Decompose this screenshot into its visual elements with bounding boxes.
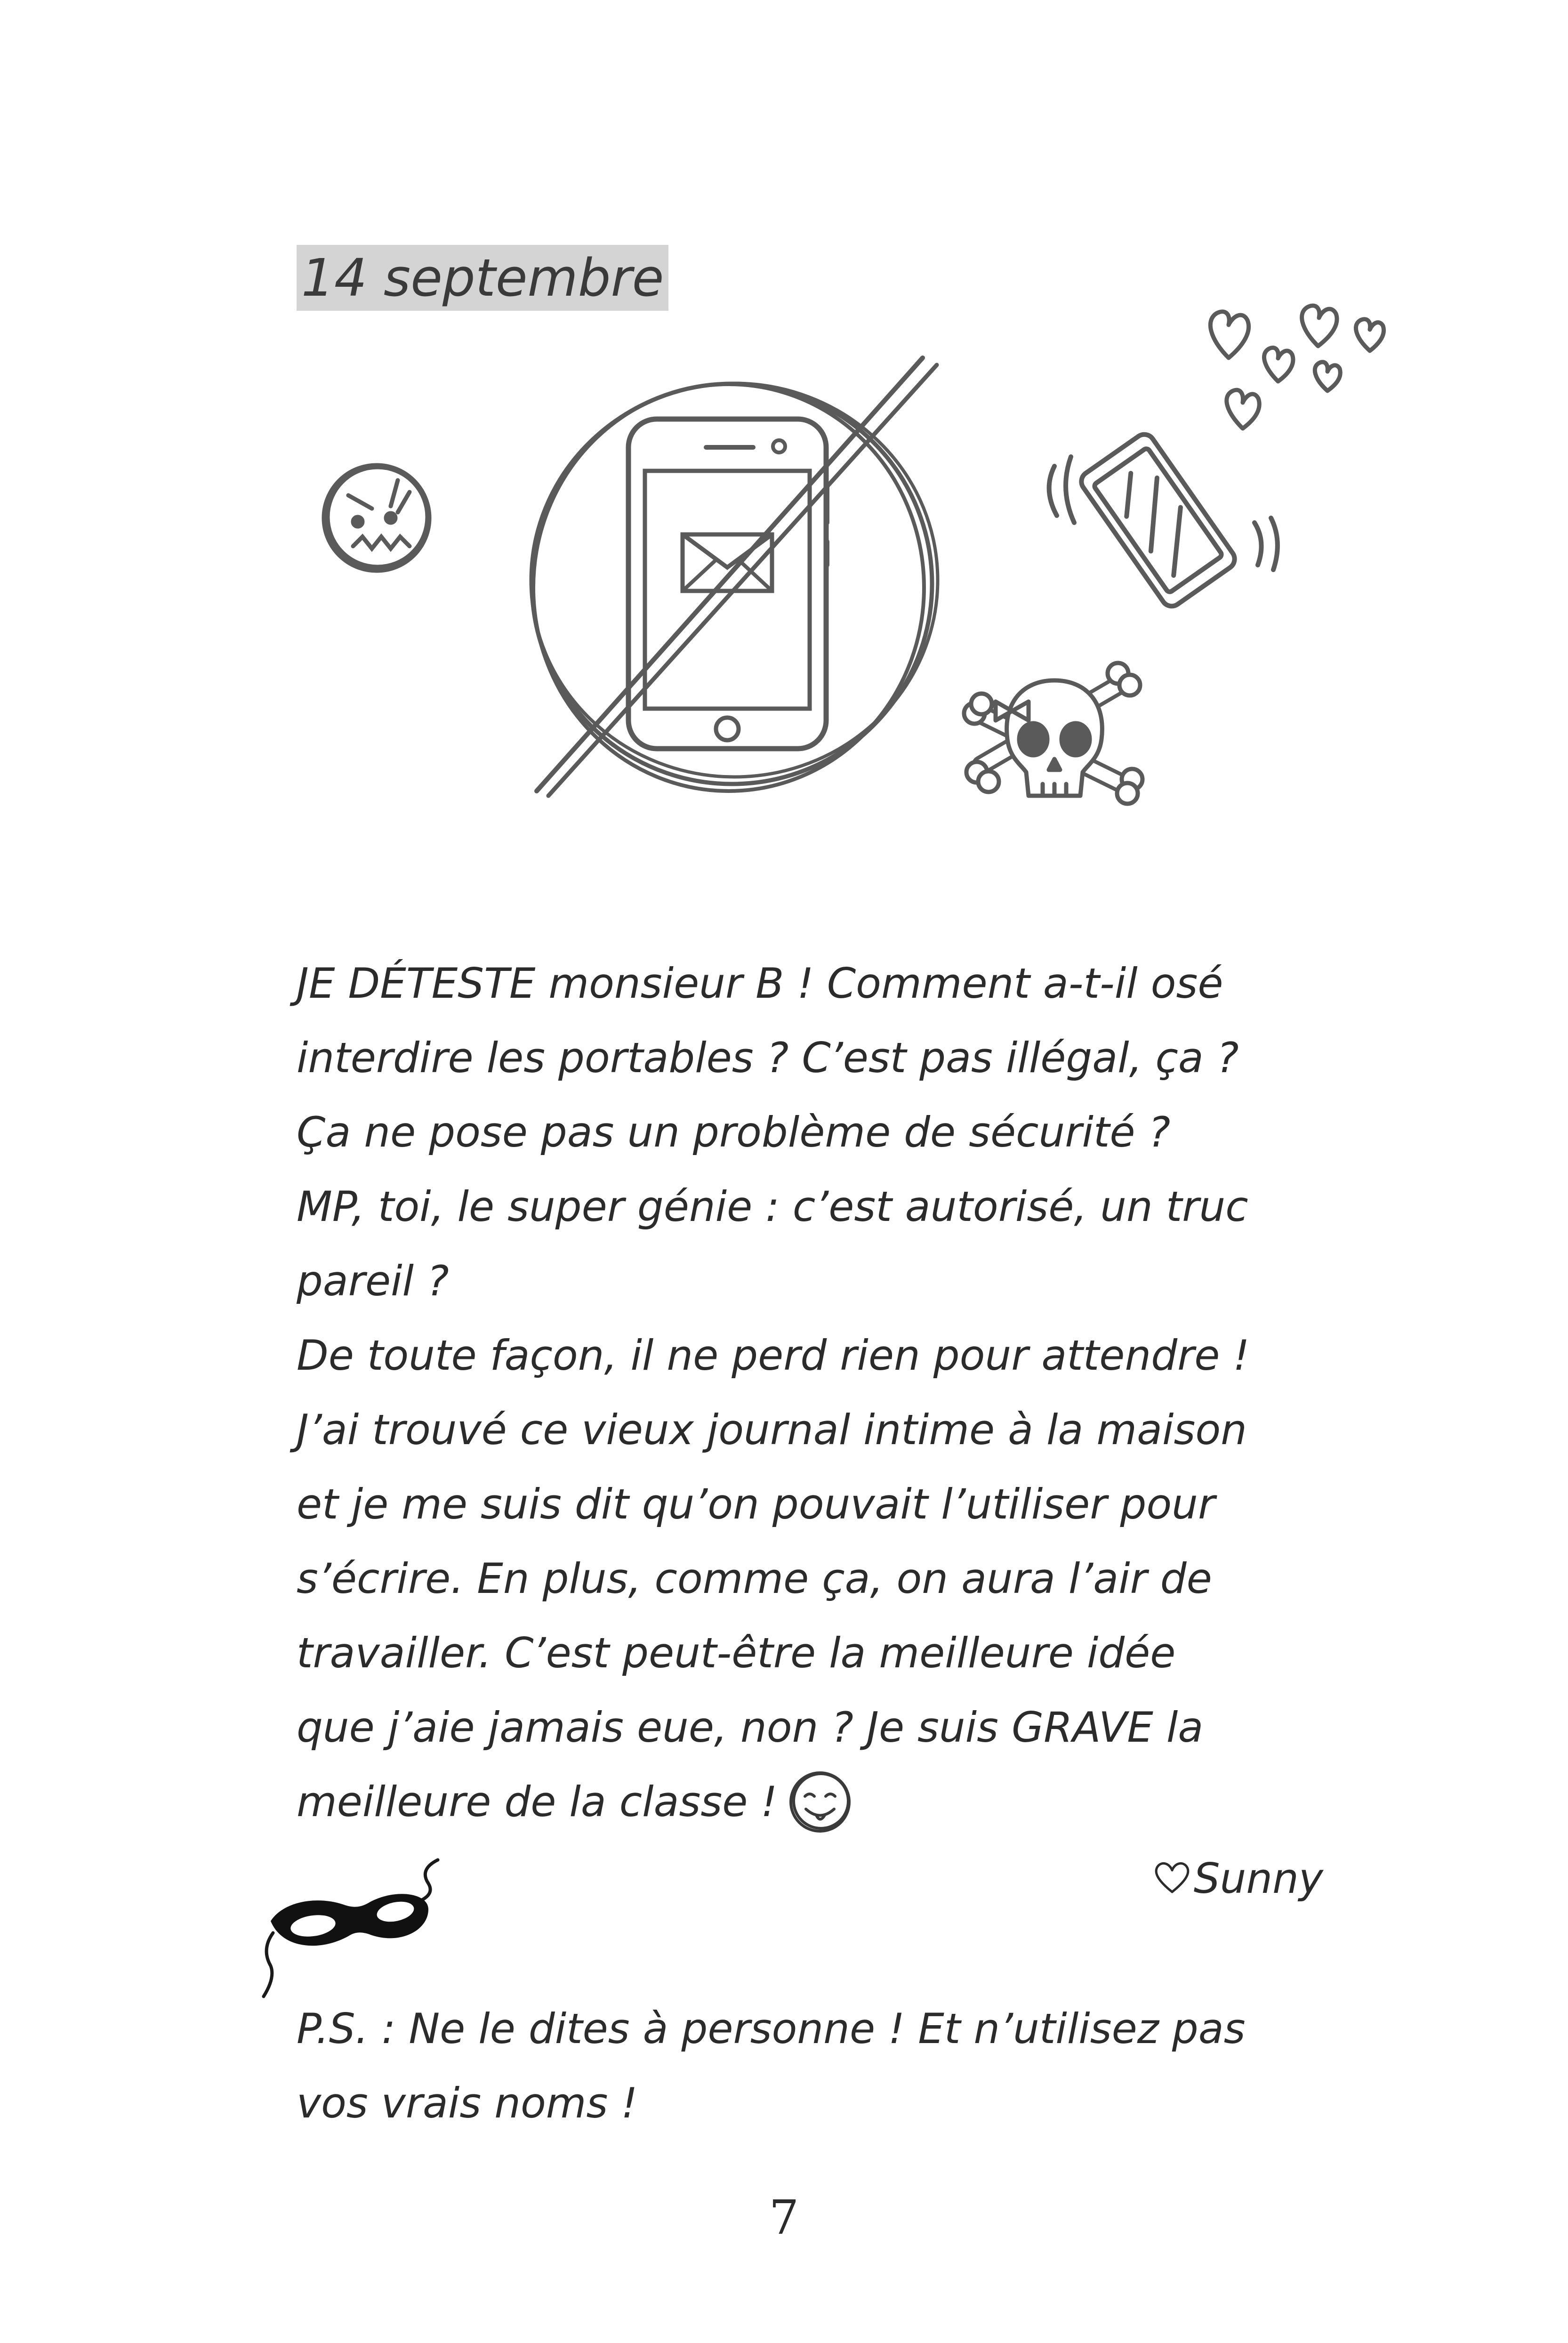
entry-line: Ça ne pose pas un problème de sécurité ?: [297, 1108, 1171, 1156]
smiley-face-icon: [787, 1769, 853, 1835]
entry-line: pareil ?: [297, 1257, 449, 1305]
vibrating-phone-icon: [1049, 430, 1278, 610]
entry-line: interdire les portables ? C’est pas illégal, ça ?: [297, 1034, 1239, 1082]
postscript: [297, 1992, 1342, 2141]
entry-line: que j’aie jamais eue, non ? Je suis GRAVE la: [297, 1703, 1204, 1752]
entry-line: s’écrire. En plus, comme ça, on aura l’air de: [297, 1554, 1212, 1603]
masquerade-mask-icon: [254, 1855, 457, 2011]
signature-name: Sunny: [1193, 1854, 1323, 1903]
heart-icon: [1153, 1861, 1191, 1895]
entry-line: J’ai trouvé ce vieux journal intime à la maison: [297, 1406, 1247, 1454]
crossed-out-phone-icon: [531, 358, 938, 796]
diary-entry: [297, 946, 1342, 1839]
entry-line-last: [297, 1765, 1342, 1839]
entry-line: MP, toi, le super génie : c’est autorisé, un truc: [297, 1182, 1248, 1231]
entry-line: JE DÉTESTE monsieur B ! Comment a-t-il osé: [297, 959, 1223, 1008]
entry-line-text: meilleure de la classe !: [297, 1777, 778, 1826]
postscript-line: vos vrais noms !: [297, 2079, 638, 2127]
skull-crossbones-icon: [964, 663, 1142, 804]
entry-line: et je me suis dit qu’on pouvait l’utiliser pour: [297, 1480, 1215, 1528]
doodle-illustrations: [0, 0, 1568, 895]
page-number: 7: [769, 2190, 799, 2245]
hearts-icon: [1210, 306, 1383, 428]
postscript-line: P.S. : Ne le dites à personne ! Et n’utilisez pas: [297, 2004, 1246, 2053]
entry-line: travailler. C’est peut-être la meilleure idée: [297, 1629, 1176, 1677]
signature: [1153, 1846, 1323, 1912]
date-heading: 14 septembre: [297, 245, 668, 311]
entry-line: De toute façon, il ne perd rien pour attendre !: [297, 1331, 1250, 1380]
angry-face-icon: [324, 465, 429, 571]
